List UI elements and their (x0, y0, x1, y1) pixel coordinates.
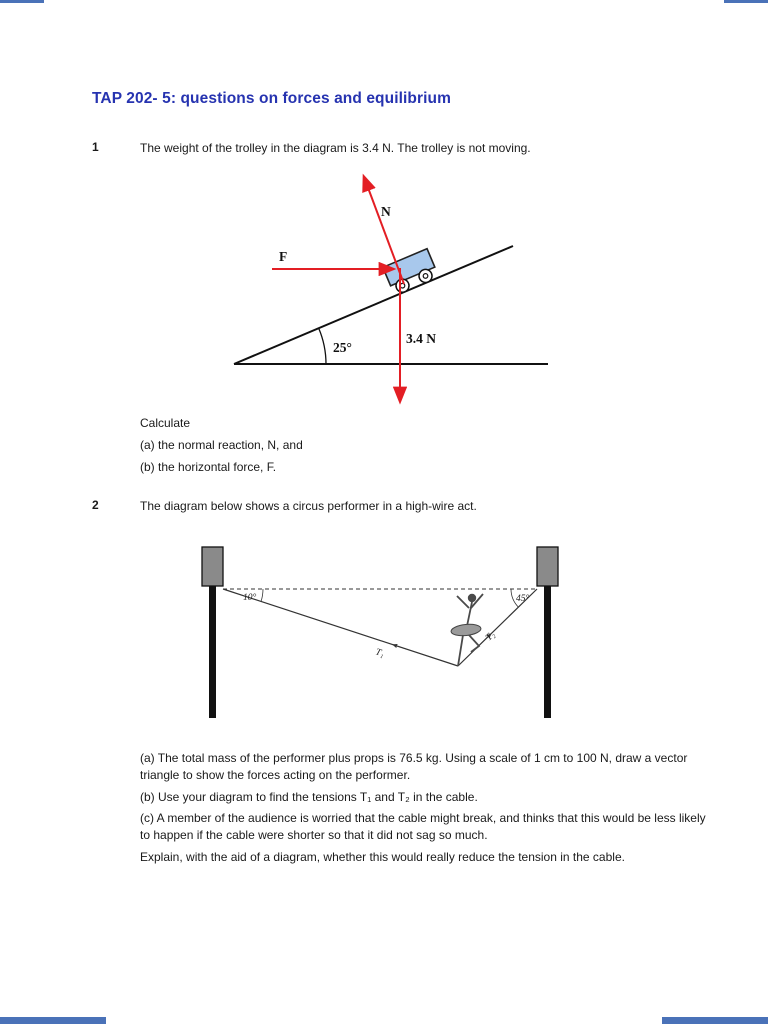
q1-part-b: (b) the horizontal force, F. (140, 460, 277, 474)
left-angle-arc (261, 589, 263, 602)
horizontal-force-label: F (279, 249, 288, 264)
performer-figure (451, 594, 483, 666)
viewer-edge-bottom-right (662, 1017, 768, 1024)
tension2-label: T₂ (484, 629, 498, 644)
normal-reaction-label: N (381, 204, 391, 219)
right-pole (544, 586, 551, 718)
q2-part-c-followup: Explain, with the aid of a diagram, whether this would really reduce the tension in the cable. (140, 850, 625, 864)
q2-part-c: (c) A member of the audience is worried that the cable might break, and thinks that this would be less likely to happen if the cable were shorter so that it did not sag so much. (140, 811, 706, 842)
document-title: TAP 202- 5: questions on forces and equilibrium (92, 90, 451, 107)
incline-angle-arc (319, 328, 326, 364)
tension1-direction-arrow (393, 645, 407, 650)
q1-number: 1 (92, 140, 99, 154)
viewer-edge-bottom-left (0, 1017, 106, 1024)
q1-part-a: (a) the normal reaction, N, and (140, 438, 303, 452)
incline-line (234, 246, 513, 364)
viewer-edge-top-left (0, 0, 44, 3)
right-angle-label: 45° (516, 594, 530, 604)
performer-tutu (451, 623, 482, 637)
trolley-incline-diagram (225, 165, 565, 410)
left-angle-label: 10° (243, 593, 257, 603)
q2-intro: The diagram below shows a circus performer in a high-wire act. (140, 499, 477, 513)
q1-calculate-heading: Calculate (140, 416, 191, 430)
q1-intro: The weight of the trolley in the diagram is 3.4 N. The trolley is not moving. (140, 141, 531, 155)
performer-bent-leg (469, 635, 479, 652)
q2-part-b: (b) Use your diagram to find the tensions T₁ and T₂ in the cable. (140, 790, 478, 804)
cable-left (223, 589, 458, 666)
q2-part-a: (a) The total mass of the performer plus props is 76.5 kg. Using a scale of 1 cm to 100 N, draw a vector triangle to show the forces acting on the performer. (140, 751, 688, 782)
incline-angle-label: 25° (333, 340, 352, 355)
q2-number: 2 (92, 498, 99, 512)
performer-head (468, 594, 476, 602)
right-pole-cap (537, 547, 558, 586)
high-wire-diagram (195, 542, 575, 722)
viewer-edge-top-right (724, 0, 768, 3)
left-pole-cap (202, 547, 223, 586)
tension1-label: T₁ (374, 647, 386, 660)
weight-value-label: 3.4 N (406, 331, 436, 346)
left-pole (209, 586, 216, 718)
